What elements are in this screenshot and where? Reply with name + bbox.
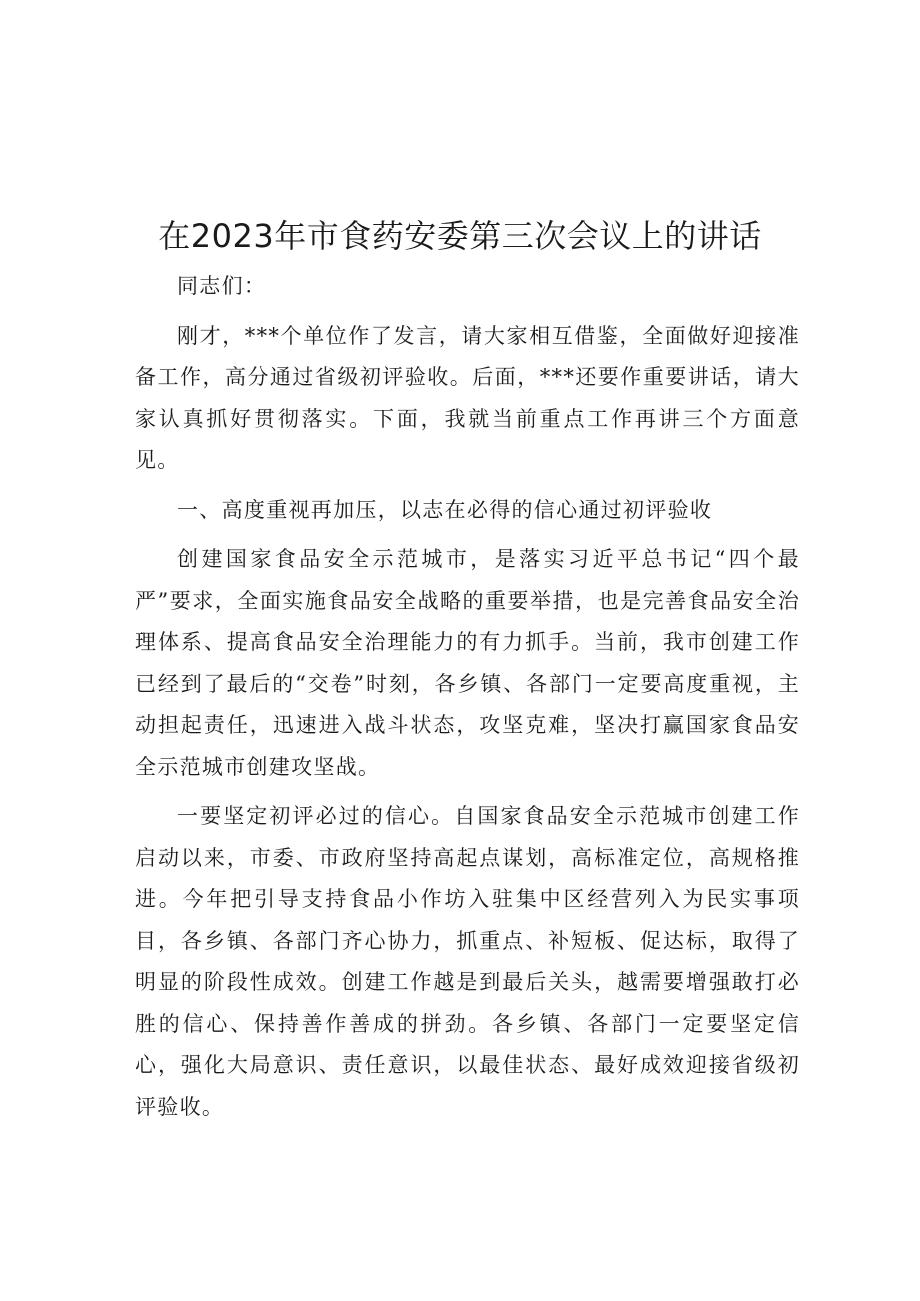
paragraph-section-1-intro: 创建国家食品安全示范城市，是落实习近平总书记“四个最严”要求，全面实施食品安全战略的重要举措，也是完善食品安全治理体系、提高食品安全治理能力的有力抓手。当前，我市创建工作已经到了最后的“交卷”时刻，各乡镇、各部门一定要高度重视，主动担起责任，迅速进入战斗状态，攻坚克难，坚决打赢国家食品安全示范城市创建攻坚战。	[135, 547, 800, 779]
document-body	[135, 266, 800, 1128]
paragraph-opening: 刚才，***个单位作了发言，请大家相互借鉴，全面做好迎接准备工作，高分通过省级初评验收。后面，***还要作重要讲话，请大家认真抓好贯彻落实。下面，我就当前重点工作再讲三个方面意见。	[135, 323, 800, 472]
paragraph-confidence: 一要坚定初评必过的信心。自国家食品安全示范城市创建工作启动以来，市委、市政府坚持高起点谋划，高标准定位，高规格推进。今年把引导支持食品小作坊入驻集中区经营列入为民实事项目，各乡镇、各部门齐心协力，抓重点、补短板、促达标，取得了明显的阶段性成效。创建工作越是到最后关头，越需要增强敢打必胜的信心、保持善作善成的拼劲。各乡镇、各部门一定要坚定信心，强化大局意识、责任意识，以最佳状态、最好成效迎接省级初评验收。	[135, 804, 800, 1119]
salutation: 同志们：	[177, 274, 267, 298]
section-heading-1: 一、高度重视再加压，以志在必得的信心通过初评验收	[177, 497, 713, 522]
document-title: 在2023年市食药安委第三次会议上的讲话	[158, 217, 762, 255]
